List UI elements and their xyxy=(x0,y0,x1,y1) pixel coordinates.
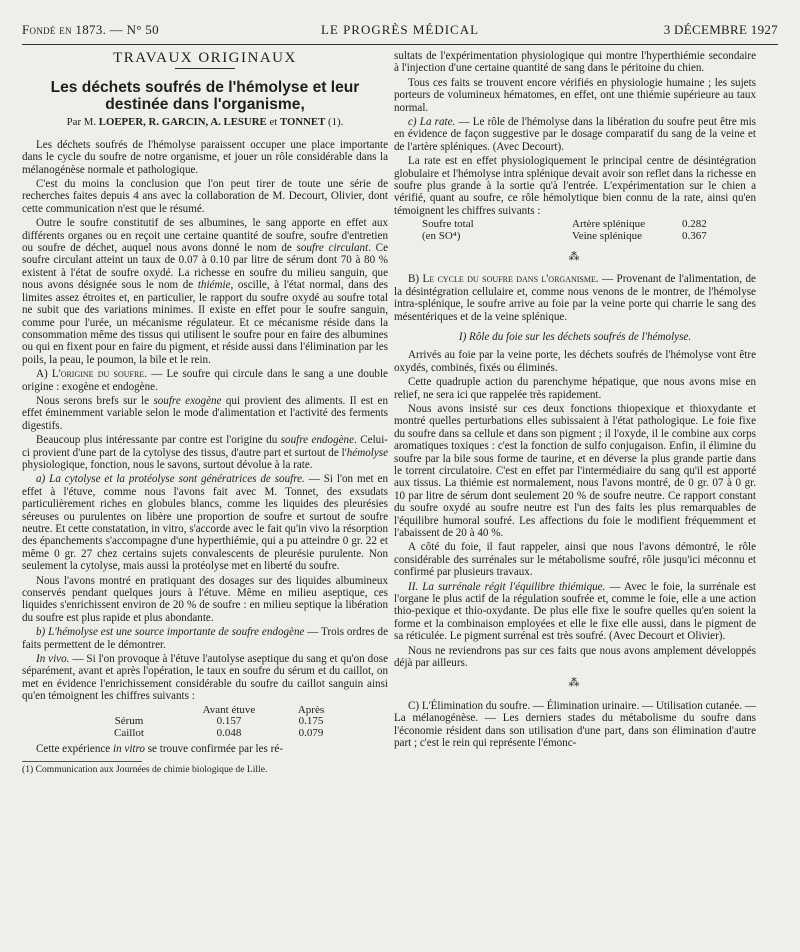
paragraph: C'est du moins la conclusion que l'on peut tirer de toute une série de recherches faites depuis 4 ans avec la collaboration de M. Decourt, Olivier, dont cette communication n'est que le résumé. xyxy=(22,178,388,215)
section-separator: ⁂ xyxy=(568,677,582,690)
table-cell: 0.175 xyxy=(298,715,324,728)
header-founded: Fondé en 1873. — N° 50 xyxy=(22,22,159,37)
section-separator: ⁂ xyxy=(568,250,582,263)
footnote: (1) Communication aux Journées de chimie biologique de Lille. xyxy=(22,761,142,776)
paragraph: La rate est en effet physiologiquement le principal centre de désintégration globulaire et l'hémolyse intra splénique devait avoir son reflet dans la richesse en soufre plus grande à la sortie qu'à l'entrée. L'expérimentation sur le chien a vérifié, quant au soufre, ce rôle hémolytique bien connu de la rate, ainsi qu'en témoignent les chiffres suivants : xyxy=(394,155,756,217)
right-column xyxy=(394,50,756,752)
running-header xyxy=(22,22,778,42)
authors-last: TONNET xyxy=(279,116,326,129)
paragraph: In vivo. — Si l'on provoque à l'étuve l'autolyse aseptique du sang et qu'on dose séparément, avant et après l'opération, le taux en soufre du sérum et du caillot, on met en évidence l'enrichissement considérable du soufre du caillot sanguin ainsi qu'en témoignent les chiffres suivants : xyxy=(22,653,389,703)
authors-names: LOEPER, R. GARCIN, A. LESURE xyxy=(98,116,267,129)
table-cell: 0.282 xyxy=(682,218,707,231)
left-column xyxy=(22,50,388,777)
subsection-i-heading: I) Rôle du foie sur les déchets soufrés de l'hémolyse. xyxy=(458,330,692,343)
authors-and: et xyxy=(269,116,278,129)
subsection-b: B) Le cycle du soufre dans l'organisme. — Provenant de l'alimentation, de la désintégration cellulaire et, comme nous venons de le montrer, de l'hémolyse intra-splénique, le soufre arrive au foie par la veine porte qui charrie le sang des mésentériques et de la veine splénique. xyxy=(394,273,756,323)
subsection-a: A) L'origine du soufre. — Le soufre qui circule dans le sang a une double origine : exogène et endogène. xyxy=(22,368,388,393)
authors-prefix: Par M. xyxy=(66,116,97,129)
header-rule xyxy=(22,44,778,45)
paragraph: Cette quadruple action du parenchyme hépatique, que nous avons mise en relief, ne sera ici que rappelée très rapidement. xyxy=(394,376,756,401)
paragraph: Outre le soufre constitutif de ses albumines, le sang apporte en effet aux différents organes ou en reçoit une certaine quantité de soufre, soufre d'entretien ou soufre de déchet, auquel nous avons donné le nom de soufre circulant. Ce soufre circulant atteint un taux de 0.07 à 0.10 par litre de sérum dont 70 à 80 % existent à l'état de soufre oxydé. La richesse en soufre du milieu sanguin, que nous avons désignée sous le nom de thiémie, oscille, à l'état normal, dans des limites assez étroites et, en particulier, le rapport du soufre oxydé au soufre total ne subit que des variations minimes. Il existe en effet pour le soufre sanguin, comme pour l'urée, un mécanisme régulateur. Et ce mécanisme réside dans la consommation même des tissus qui utilisent le soufre pour en faire des albumines ou qui en fixent pour en faire du pigment, et réside aussi dans l'élimination par les poils, la peau, le poumon, la bile et le rein. xyxy=(22,217,388,366)
paragraph: Cette expérience in vitro se trouve confirmée par les ré- xyxy=(36,743,283,756)
paragraph: Nous avons insisté sur ces deux fonctions thiopexique et thioxydante et montré quelles perturbations elles subissaient à l'état pathologique. Le foie fixe du soufre dans sa cellule et dans son pigment ; il l'oxyde, il le combine aux corps aromatiques toxiques : c'est la fonction de sulfo conjugaison. Enfin, il élimine du soufre par la bile sous forme de taurine, et en déverse la plus grande partie dans le torrent circulatoire. C'est en effet par l'intermédiaire du sang qu'il est apporté aux tissus. La thiémie est normalement, nous l'avons montré, de 0 gr. 07 à 0 gr. 10 par litre de sérum dont seulement 20 % de soufre neutre. Ce rapport constant du soufre oxydé au soufre neutre est l'un des faits les plus remarquables de l'équilibre humoral soufré. Les affections du foie le modifient fréquemment et l'abaissent de 20 à 40 %. xyxy=(394,402,756,539)
subsection-c-elimination: C) L'Élimination du soufre. — Élimination urinaire. — Utilisation cutanée. — La mélanogénèse. — Les derniers stades du métabolisme du soufre dans l'économie résident dans son utilisation d'une part, dans son élimination d'autre part ; c'est le rein qui représente l'émonc- xyxy=(394,699,756,750)
table-cell: 0.157 xyxy=(216,715,242,728)
authors-line xyxy=(22,116,388,128)
authors-note: (1). xyxy=(328,116,344,129)
data-table-splenic xyxy=(422,219,756,243)
article-title: Les déchets soufrés de l'hémolyse et leur destinée dans l'organisme, xyxy=(50,79,360,114)
table-row-label: Veine splénique xyxy=(572,230,642,243)
header-date: 3 DÉCEMBRE 1927 xyxy=(663,22,778,37)
table-cell: 0.079 xyxy=(298,727,324,740)
paragraph: Tous ces faits se trouvent encore vérifiés en physiologie humaine ; les sujets porteurs de volumineux hématomes, en effet, ont une thiémie supérieure au taux normal. xyxy=(394,76,756,114)
subsection-c: c) La rate. — Le rôle de l'hémolyse dans la libération du soufre peut être mis en évidence de façon suggestive par le dosage comparatif du sang de la veine et de l'artère spléniques. (Avec Decourt). xyxy=(394,116,756,153)
table-header: Avant étuve xyxy=(202,703,256,716)
subsection-ii: II. La surrénale régit l'équilibre thiémique. — Avec le foie, la surrénale est l'organe le plus actif de la régulation soufrée et, comme le foie, elle a une action thio-pexique et thio-oxydante. De plus elle fixe le soufre quelles qu'en soient la forme et la combinaison employées et elle le fixe elle aussi, dans le pigment de sa réticulée. Le pigment surrénal est très soufré. (Avec Decourt et Olivier). xyxy=(394,580,756,643)
paragraph: Nous serons brefs sur le soufre exogène qui provient des aliments. Il est en effet éminemment variable selon le mode d'alimentation et l'activité des ferments digestifs. xyxy=(22,394,389,432)
table-label: Soufre total xyxy=(422,218,474,231)
table-row-label: Caillot xyxy=(114,727,144,740)
table-cell: 0.367 xyxy=(682,230,707,243)
table-cell: 0.048 xyxy=(216,727,242,740)
table-row-label: Sérum xyxy=(114,715,144,728)
data-table-serum-caillot xyxy=(70,705,388,740)
subsection-a-b: b) L'hémolyse est une source importante de soufre endogène — Trois ordres de faits permettent de le démontrer. xyxy=(22,626,388,651)
paragraph: Arrivés au foie par la veine porte, les déchets soufrés de l'hémolyse vont être oxydés, combinés, fixés ou éliminés. xyxy=(394,349,756,374)
table-row-label: Artère splénique xyxy=(572,218,645,231)
subsection-a-a: a) La cytolyse et la protéolyse sont génératrices de soufre. — Si l'on met en effet à l'étuve, comme nous l'avons fait avec M. Tonnet, des exsudats particulièrement riches en globules blancs, comme les liquides des pleurésies séreuses ou purulentes on libère une proportion de soufre et surtout de soufre neutre. Et cette constatation, in vitro, s'accorde avec le fait qu'in vivo la résorption des épanchements s'accompagne d'une hyperthiémie, qui a pu atteindre 0 gr. 22 et même 0 gr. 27 chez certains sujets convalescents de pleurésie purulente. Non seulement la cytolyse, mais aussi la protéolyse met en liberté du soufre. xyxy=(22,473,389,573)
paragraph: A côté du foie, il faut rappeler, ainsi que nous l'avons démontré, le rôle considérable des surrénales sur le métabolisme soufré, rôle jusqu'ici méconnu et confirmé par plusieurs travaux. xyxy=(394,541,756,579)
header-journal-title: LE PROGRÈS MÉDICAL xyxy=(320,22,480,37)
section-divider xyxy=(175,68,235,69)
paragraph: Nous l'avons montré en pratiquant des dosages sur des liquides albumineux conservés pendant quelques jours à l'étuve. Même en milieu aseptique, ces liquides s'enrichissent environ de 20 % de soufre : en milieu septique la libération du soufre est plus rapide et plus abondante. xyxy=(22,574,388,624)
table-label: (en SO⁴) xyxy=(422,230,461,243)
section-heading: TRAVAUX ORIGINAUX xyxy=(113,50,297,66)
paragraph: sultats de l'expérimentation physiologique qui montre l'hyperthiémie secondaire à l'injection d'une certaine quantité de sang dans le péritoine du chien. xyxy=(394,50,756,75)
paragraph: Les déchets soufrés de l'hémolyse paraissent occuper une place importante dans le cycle du soufre de notre organisme, et jouer un rôle considérable dans la mélanogénèse normale et pathologique. xyxy=(22,138,388,176)
paragraph: Beaucoup plus intéressante par contre est l'origine du soufre endogène. Celui-ci provient d'une part de la cytolyse des tissus, d'autre part et surtout de l'hémolyse physiologique, fonction, nous le savons, surtout dévolue à la rate. xyxy=(22,434,388,471)
table-header: Après xyxy=(297,703,325,716)
paragraph: Nous ne reviendrons pas sur ces faits que nous avons amplement développés déjà par ailleurs. xyxy=(394,644,756,670)
